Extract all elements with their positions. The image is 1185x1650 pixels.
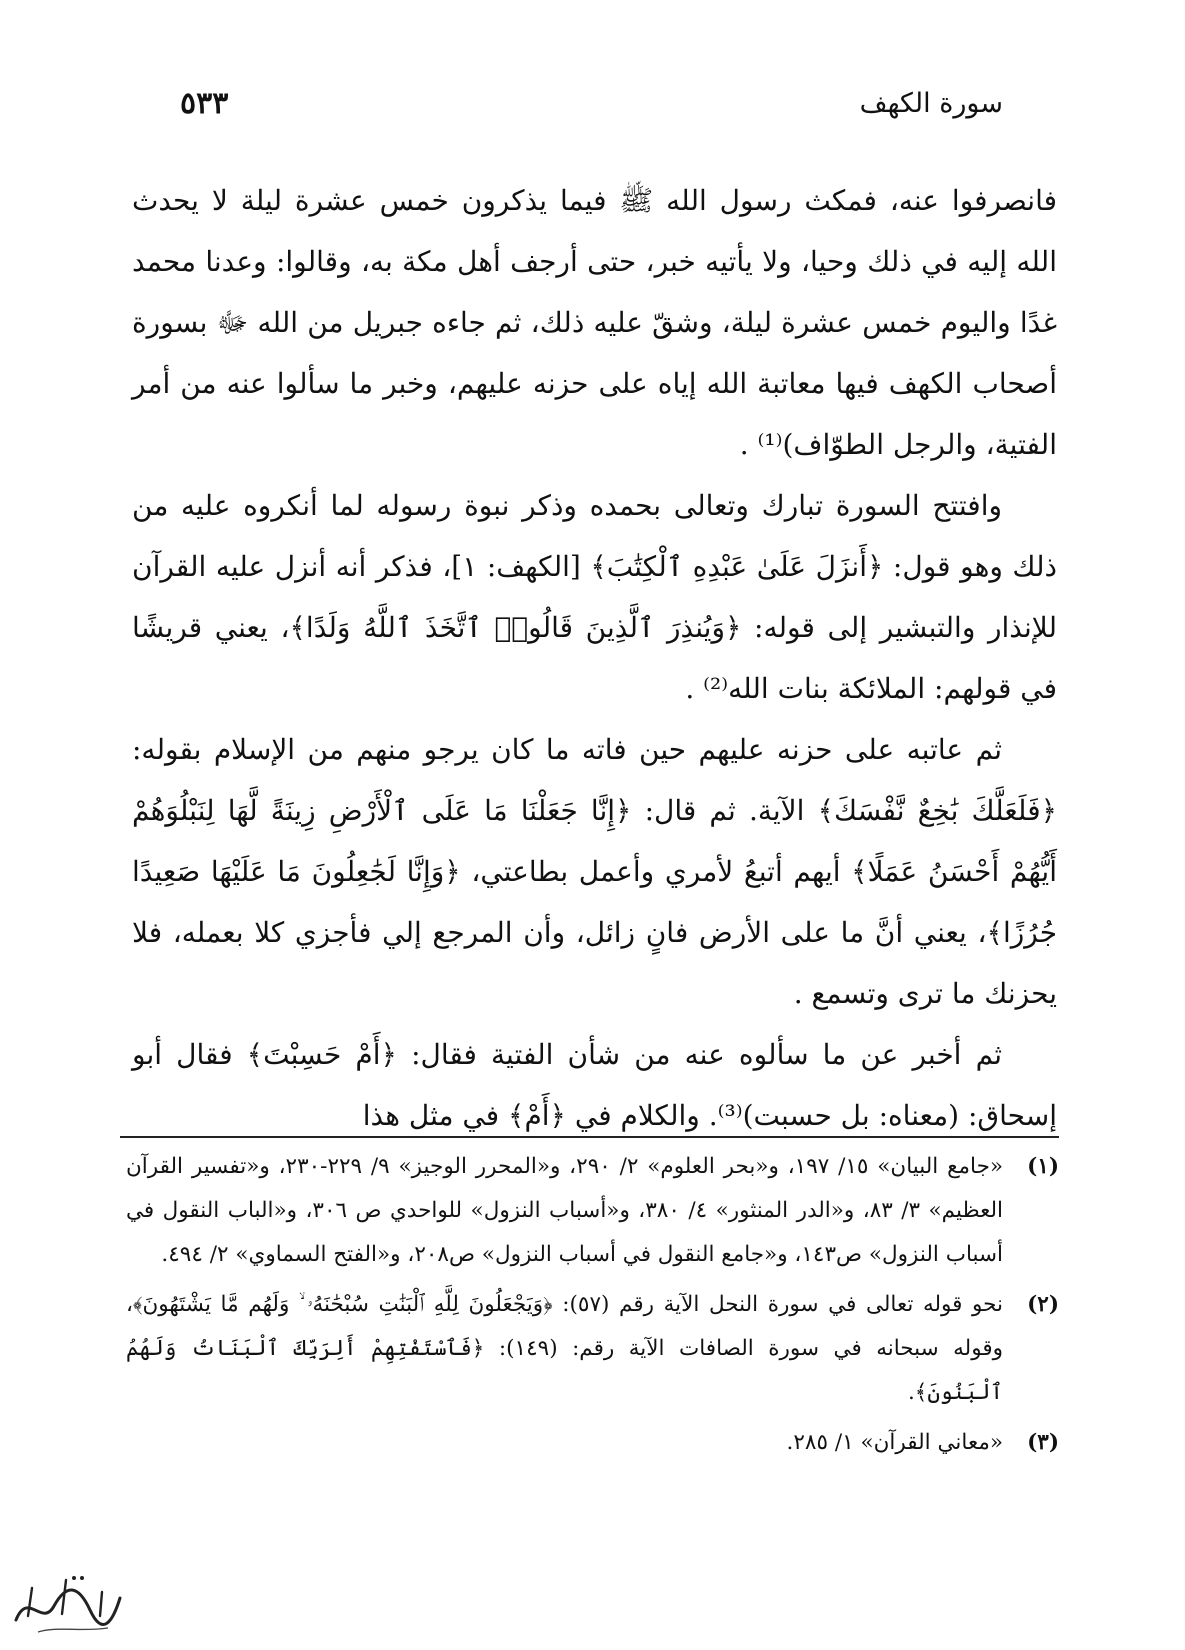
footnote-number: (٣) [1027, 1430, 1059, 1455]
footnotes [126, 1145, 1059, 1471]
main-text [132, 170, 1057, 1146]
surah-name: سورة الكهف [859, 88, 1003, 119]
footnote-2 [126, 1283, 1059, 1415]
footnote-text: نحو قوله تعالى في سورة النحل الآية رقم (٥٧): ﴿وَيَجْعَلُونَ لِلَّهِ ٱلْبَنَٰتِ سُبْحَٰنَهُۥ ۙ وَلَهُم مَّا يَشْتَهُونَ﴾، وقوله سبحانه في سورة الصافات الآية رقم: (١٤٩): ﴿فَٱسْتَفْتِهِمْ أَلِرَبِّكَ ٱلْبَنَاتُ وَلَهُمُ ٱلْبَنُونَ﴾. [126, 1292, 1003, 1405]
footnote-separator [120, 1136, 1059, 1138]
footnote-text: «معاني القرآن» ١/ ٢٨٥. [786, 1430, 1003, 1455]
paragraph-4: ثم أخبر عن ما سألوه عنه من شأن الفتية فقال: ﴿أَمْ حَسِبْتَ﴾ فقال أبو إسحاق: (معناه: بل حسبت)⁽³⁾. والكلام في ﴿أَمْ﴾ في مثل هذا [132, 1038, 1057, 1132]
footnote-number: (٢) [1027, 1292, 1059, 1317]
footnote-3 [126, 1421, 1059, 1465]
page-number: ٥٣٣ [180, 86, 229, 121]
footnote-1 [126, 1145, 1059, 1277]
paragraph-3: ثم عاتبه على حزنه عليهم حين فاته ما كان يرجو منهم من الإسلام بقوله: ﴿فَلَعَلَّكَ بَٰخِعٌ نَّفْسَكَ﴾ الآية. ثم قال: ﴿إِنَّا جَعَلْنَا مَا عَلَى ٱلْأَرْضِ زِينَةً لَّهَا لِنَبْلُوَهُمْ أَيُّهُمْ أَحْسَنُ عَمَلًا﴾ أيهم أتبعُ لأمري وأعمل بطاعتي، ﴿وَإِنَّا لَجَٰعِلُونَ مَا عَلَيْهَا صَعِيدًا جُرُزًا﴾، يعني أنَّ ما على الأرض فانٍ زائل، وأن المرجع إلي فأجزي كلا بعمله، فلا يحزنك ما ترى وتسمع . [132, 733, 1057, 1010]
paragraph-1: فانصرفوا عنه، فمكث رسول الله ﷺ فيما يذكرون خمس عشرة ليلة لا يحدث الله إليه في ذلك وحيا، ولا يأتيه خبر، حتى أرجف أهل مكة به، وقالوا: وعدنا محمد غدًا واليوم خمس عشرة ليلة، وشقّ عليه ذلك، ثم جاءه جبريل من الله ﷻ بسورة أصحاب الكهف فيها معاتبة الله إياه على حزنه عليهم، وخبر ما سألوا عنه من أمر الفتية، والرجل الطوّاف)⁽¹⁾ . [132, 184, 1057, 461]
page-header [180, 84, 1003, 124]
footnote-text: «جامع البيان» ١٥/ ١٩٧، و«بحر العلوم» ٢/ ٢٩٠، و«المحرر الوجيز» ٩/ ٢٢٩-٢٣٠، و«تفسير القرآن العظيم» ٣/ ٨٣، و«الدر المنثور» ٤/ ٣٨٠، و«أسباب النزول» للواحدي ص ٣٠٦، و«الباب النقول في أسباب النزول» ص١٤٣، و«جامع النقول في أسباب النزول» ص٢٠٨، و«الفتح السماوي» ٢/ ٤٩٤. [126, 1154, 1004, 1267]
paragraph-2: وافتتح السورة تبارك وتعالى بحمده وذكر نبوة رسوله لما أنكروه عليه من ذلك وهو قول: ﴿أَنزَلَ عَلَىٰ عَبْدِهِ ٱلْكِتَٰبَ﴾ [الكهف: ١]، فذكر أنه أنزل عليه القرآن للإنذار والتبشير إلى قوله: ﴿وَيُنذِرَ ٱلَّذِينَ قَالُوا۟ ٱتَّخَذَ ٱللَّهُ وَلَدًا﴾، يعني قريشًا في قولهم: الملائكة بنات الله⁽²⁾ . [132, 489, 1057, 705]
footnote-number: (١) [1027, 1154, 1059, 1179]
publisher-logo-icon [8, 1570, 126, 1638]
